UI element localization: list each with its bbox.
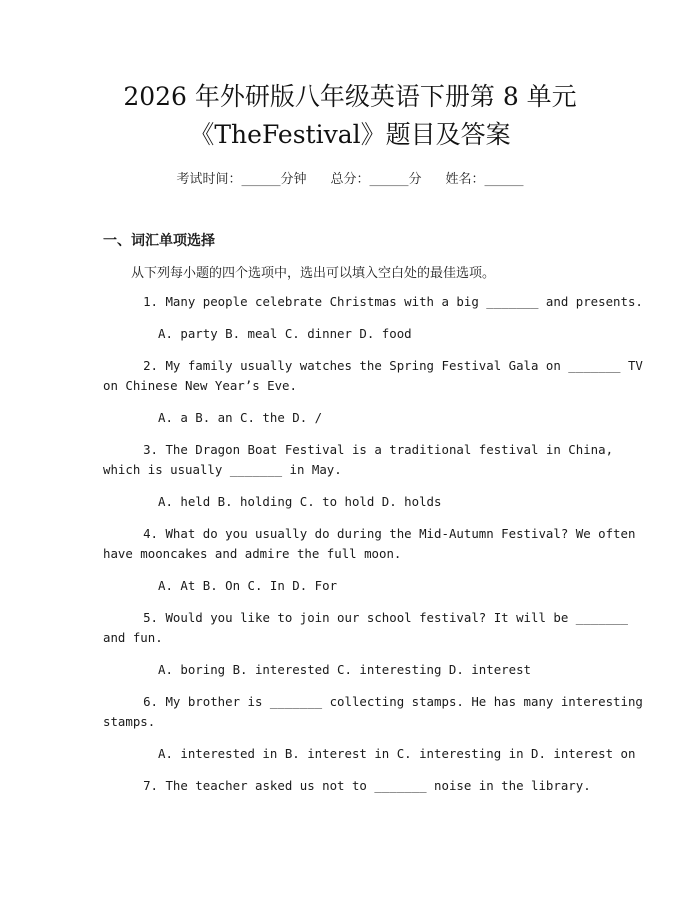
question-7	[103, 776, 603, 796]
question-stem-continued: and fun.	[103, 630, 163, 645]
question-6	[103, 692, 643, 732]
question-2-options: A. a B. an C. the D. /	[158, 410, 323, 425]
document-title-line1: 2026 年外研版八年级英语下册第 8 单元	[123, 82, 577, 111]
question-stem: The Dragon Boat Festival is a traditional festival in China,	[165, 442, 614, 457]
question-stem-continued: stamps.	[103, 714, 156, 729]
question-number: 6.	[143, 694, 158, 709]
question-number: 7.	[143, 778, 158, 793]
question-stem: Many people celebrate Christmas with a big _______ and presents.	[165, 294, 643, 309]
question-3-options: A. held B. holding C. to hold D. holds	[158, 494, 442, 509]
question-stem-continued: on Chinese New Year’s Eve.	[103, 378, 297, 393]
question-5	[103, 608, 628, 648]
question-6-options: A. interested in B. interest in C. interesting in D. interest on	[158, 746, 636, 761]
section-heading: 一、词汇单项选择	[103, 233, 215, 249]
question-stem-continued: have mooncakes and admire the full moon.	[103, 546, 402, 561]
question-stem: What do you usually do during the Mid-Autumn Festival? We often	[165, 526, 636, 541]
question-4	[103, 524, 636, 564]
document-title-line2: 《TheFestival》题目及答案	[189, 120, 511, 149]
question-stem-continued: which is usually _______ in May.	[103, 462, 342, 477]
question-3	[103, 440, 614, 480]
exam-name-field: 姓名：______	[445, 172, 524, 187]
question-stem: Would you like to join our school festival? It will be _______	[165, 610, 628, 625]
question-2	[103, 356, 643, 396]
question-1-options: A. party B. meal C. dinner D. food	[158, 326, 412, 341]
question-1	[103, 292, 643, 312]
question-stem: My family usually watches the Spring Festival Gala on _______ TV	[165, 358, 643, 373]
exam-total-score: 总分：______分	[330, 172, 422, 187]
question-stem: The teacher asked us not to _______ noise in the library.	[165, 778, 591, 793]
question-4-options: A. At B. On C. In D. For	[158, 578, 338, 593]
question-number: 2.	[143, 358, 158, 373]
question-5-options: A. boring B. interested C. interesting D. interest	[158, 662, 531, 677]
exam-meta	[0, 168, 700, 187]
question-number: 3.	[143, 442, 158, 457]
question-number: 1.	[143, 294, 158, 309]
exam-time: 考试时间：______分钟	[176, 172, 307, 187]
question-number: 4.	[143, 526, 158, 541]
section-instruction: 从下列每小题的四个选项中，选出可以填入空白处的最佳选项。	[131, 266, 496, 281]
question-number: 5.	[143, 610, 158, 625]
question-stem: My brother is _______ collecting stamps. He has many interesting	[165, 694, 643, 709]
